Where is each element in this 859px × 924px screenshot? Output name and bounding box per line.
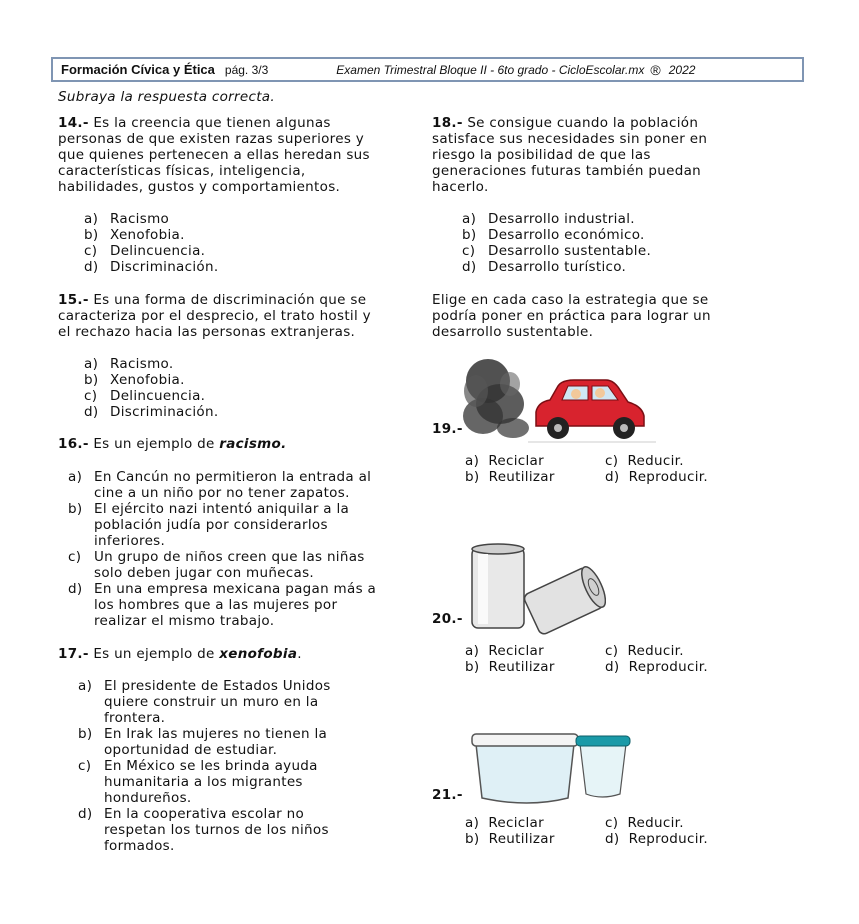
question-15 bbox=[58, 292, 388, 340]
option[interactable]: d) Discriminación. bbox=[84, 404, 219, 420]
option[interactable]: b) Xenofobia. bbox=[84, 227, 185, 243]
question-number: 14.- bbox=[58, 115, 89, 131]
option[interactable]: d) Reproducir. bbox=[605, 469, 708, 485]
q17-options bbox=[78, 678, 353, 854]
option[interactable]: a) Reciclar bbox=[465, 453, 544, 469]
option[interactable]: a) Racismo bbox=[84, 211, 170, 227]
question-16 bbox=[58, 436, 388, 452]
option[interactable]: b) Reutilizar bbox=[465, 469, 555, 485]
instruction-sustentable: Elige en cada caso la estrategia que se podría poner en práctica para lograr un desarrollo sustentable. bbox=[432, 292, 711, 340]
registered-mark: ® bbox=[650, 61, 661, 78]
question-text: Se consigue cuando la población satisface sus necesidades sin poner en riesgo la posibilidad de que las generaciones futuras también puedan hacerlo. bbox=[432, 115, 708, 195]
option[interactable]: c) Reducir. bbox=[605, 815, 684, 831]
subject-title: Formación Cívica y Ética bbox=[61, 62, 215, 77]
question-number: 17.- bbox=[58, 646, 89, 662]
option[interactable]: a) El presidente de Estados Unidos quiere construir un muro en la frontera. bbox=[78, 678, 331, 726]
option[interactable]: d) Reproducir. bbox=[605, 831, 708, 847]
option[interactable]: d) Reproducir. bbox=[605, 659, 708, 675]
question-number: 19.- bbox=[432, 421, 463, 437]
question-14 bbox=[58, 115, 388, 195]
question-number: 16.- bbox=[58, 436, 89, 452]
option[interactable]: c) Delincuencia. bbox=[84, 243, 206, 259]
smoke-icon bbox=[463, 359, 529, 438]
can-icon bbox=[472, 544, 524, 628]
option[interactable]: b) En Irak las mujeres no tienen la oportunidad de estudiar. bbox=[78, 726, 328, 758]
option[interactable]: c) Un grupo de niños creen que las niñas solo deben jugar con muñecas. bbox=[68, 549, 365, 581]
option[interactable]: c) Desarrollo sustentable. bbox=[462, 243, 652, 259]
option[interactable]: a) En Cancún no permitieron la entrada al cine a un niño por no tener zapatos. bbox=[68, 469, 372, 501]
question-number: 18.- bbox=[432, 115, 463, 131]
header-bar bbox=[51, 57, 804, 82]
option[interactable]: b) Reutilizar bbox=[465, 659, 555, 675]
q19-options bbox=[465, 453, 735, 485]
option[interactable]: a) Reciclar bbox=[465, 643, 544, 659]
can-lying-icon bbox=[523, 564, 606, 635]
year: 2022 bbox=[668, 62, 696, 77]
emphasis: xenofobia bbox=[219, 646, 298, 662]
option[interactable]: a) Racismo. bbox=[84, 356, 174, 372]
q21-options bbox=[465, 815, 735, 847]
question-text: Es la creencia que tienen algunas personas de que existen razas superiores y que quienes pertenecen a ellas heredan sus características físicas, inteligencia, habilidades, gustos y comportamientos. bbox=[58, 115, 370, 195]
q15-options bbox=[84, 356, 364, 420]
question-number: 15.- bbox=[58, 292, 89, 308]
option[interactable]: b) El ejército nazi intentó aniquilar a la población judía por considerarlos inferiores. bbox=[68, 501, 350, 549]
containers-illustration bbox=[468, 726, 638, 806]
question-text: Es un ejemplo de bbox=[93, 436, 220, 452]
option[interactable]: c) Reducir. bbox=[605, 453, 684, 469]
option[interactable]: b) Xenofobia. bbox=[84, 372, 185, 388]
question-text: Es un ejemplo de bbox=[93, 646, 220, 662]
option[interactable]: c) En México se les brinda ayuda humanitaria a los migrantes hondureños. bbox=[78, 758, 318, 806]
q14-options bbox=[84, 211, 364, 275]
instruction: Subraya la respuesta correcta. bbox=[58, 89, 275, 105]
container-icon bbox=[472, 734, 578, 803]
car-icon bbox=[528, 380, 656, 442]
q16-options bbox=[68, 469, 386, 629]
option[interactable]: d) Desarrollo turístico. bbox=[462, 259, 627, 275]
exam-title: Examen Trimestral Bloque II - 6to grado - CicloEscolar.mx bbox=[336, 62, 645, 77]
option[interactable]: a) Desarrollo industrial. bbox=[462, 211, 635, 227]
question-17: 17.- Es un ejemplo de xenofobia. bbox=[58, 646, 302, 662]
question-number: 21.- bbox=[432, 787, 463, 803]
emphasis: racismo. bbox=[219, 436, 287, 452]
q18-options bbox=[462, 211, 722, 275]
option[interactable]: d) En la cooperativa escolar no respetan los turnos de los niños formados. bbox=[78, 806, 329, 854]
cans-illustration bbox=[466, 540, 606, 635]
car-smoke-illustration bbox=[458, 356, 658, 446]
q20-options bbox=[465, 643, 735, 675]
cup-icon bbox=[576, 736, 630, 797]
question-18 bbox=[432, 115, 732, 195]
option[interactable]: d) Discriminación. bbox=[84, 259, 219, 275]
option[interactable]: c) Delincuencia. bbox=[84, 388, 206, 404]
question-text: Es una forma de discriminación que se caracteriza por el desprecio, el trato hostil y el rechazo hacia las personas extranjeras. bbox=[58, 292, 371, 340]
option[interactable]: b) Desarrollo económico. bbox=[462, 227, 645, 243]
option[interactable]: c) Reducir. bbox=[605, 643, 684, 659]
page-number: pág. 3/3 bbox=[224, 62, 269, 77]
option[interactable]: b) Reutilizar bbox=[465, 831, 555, 847]
option[interactable]: d) En una empresa mexicana pagan más a los hombres que a las mujeres por realizar el mismo trabajo. bbox=[68, 581, 377, 629]
question-number: 20.- bbox=[432, 611, 463, 627]
option[interactable]: a) Reciclar bbox=[465, 815, 544, 831]
